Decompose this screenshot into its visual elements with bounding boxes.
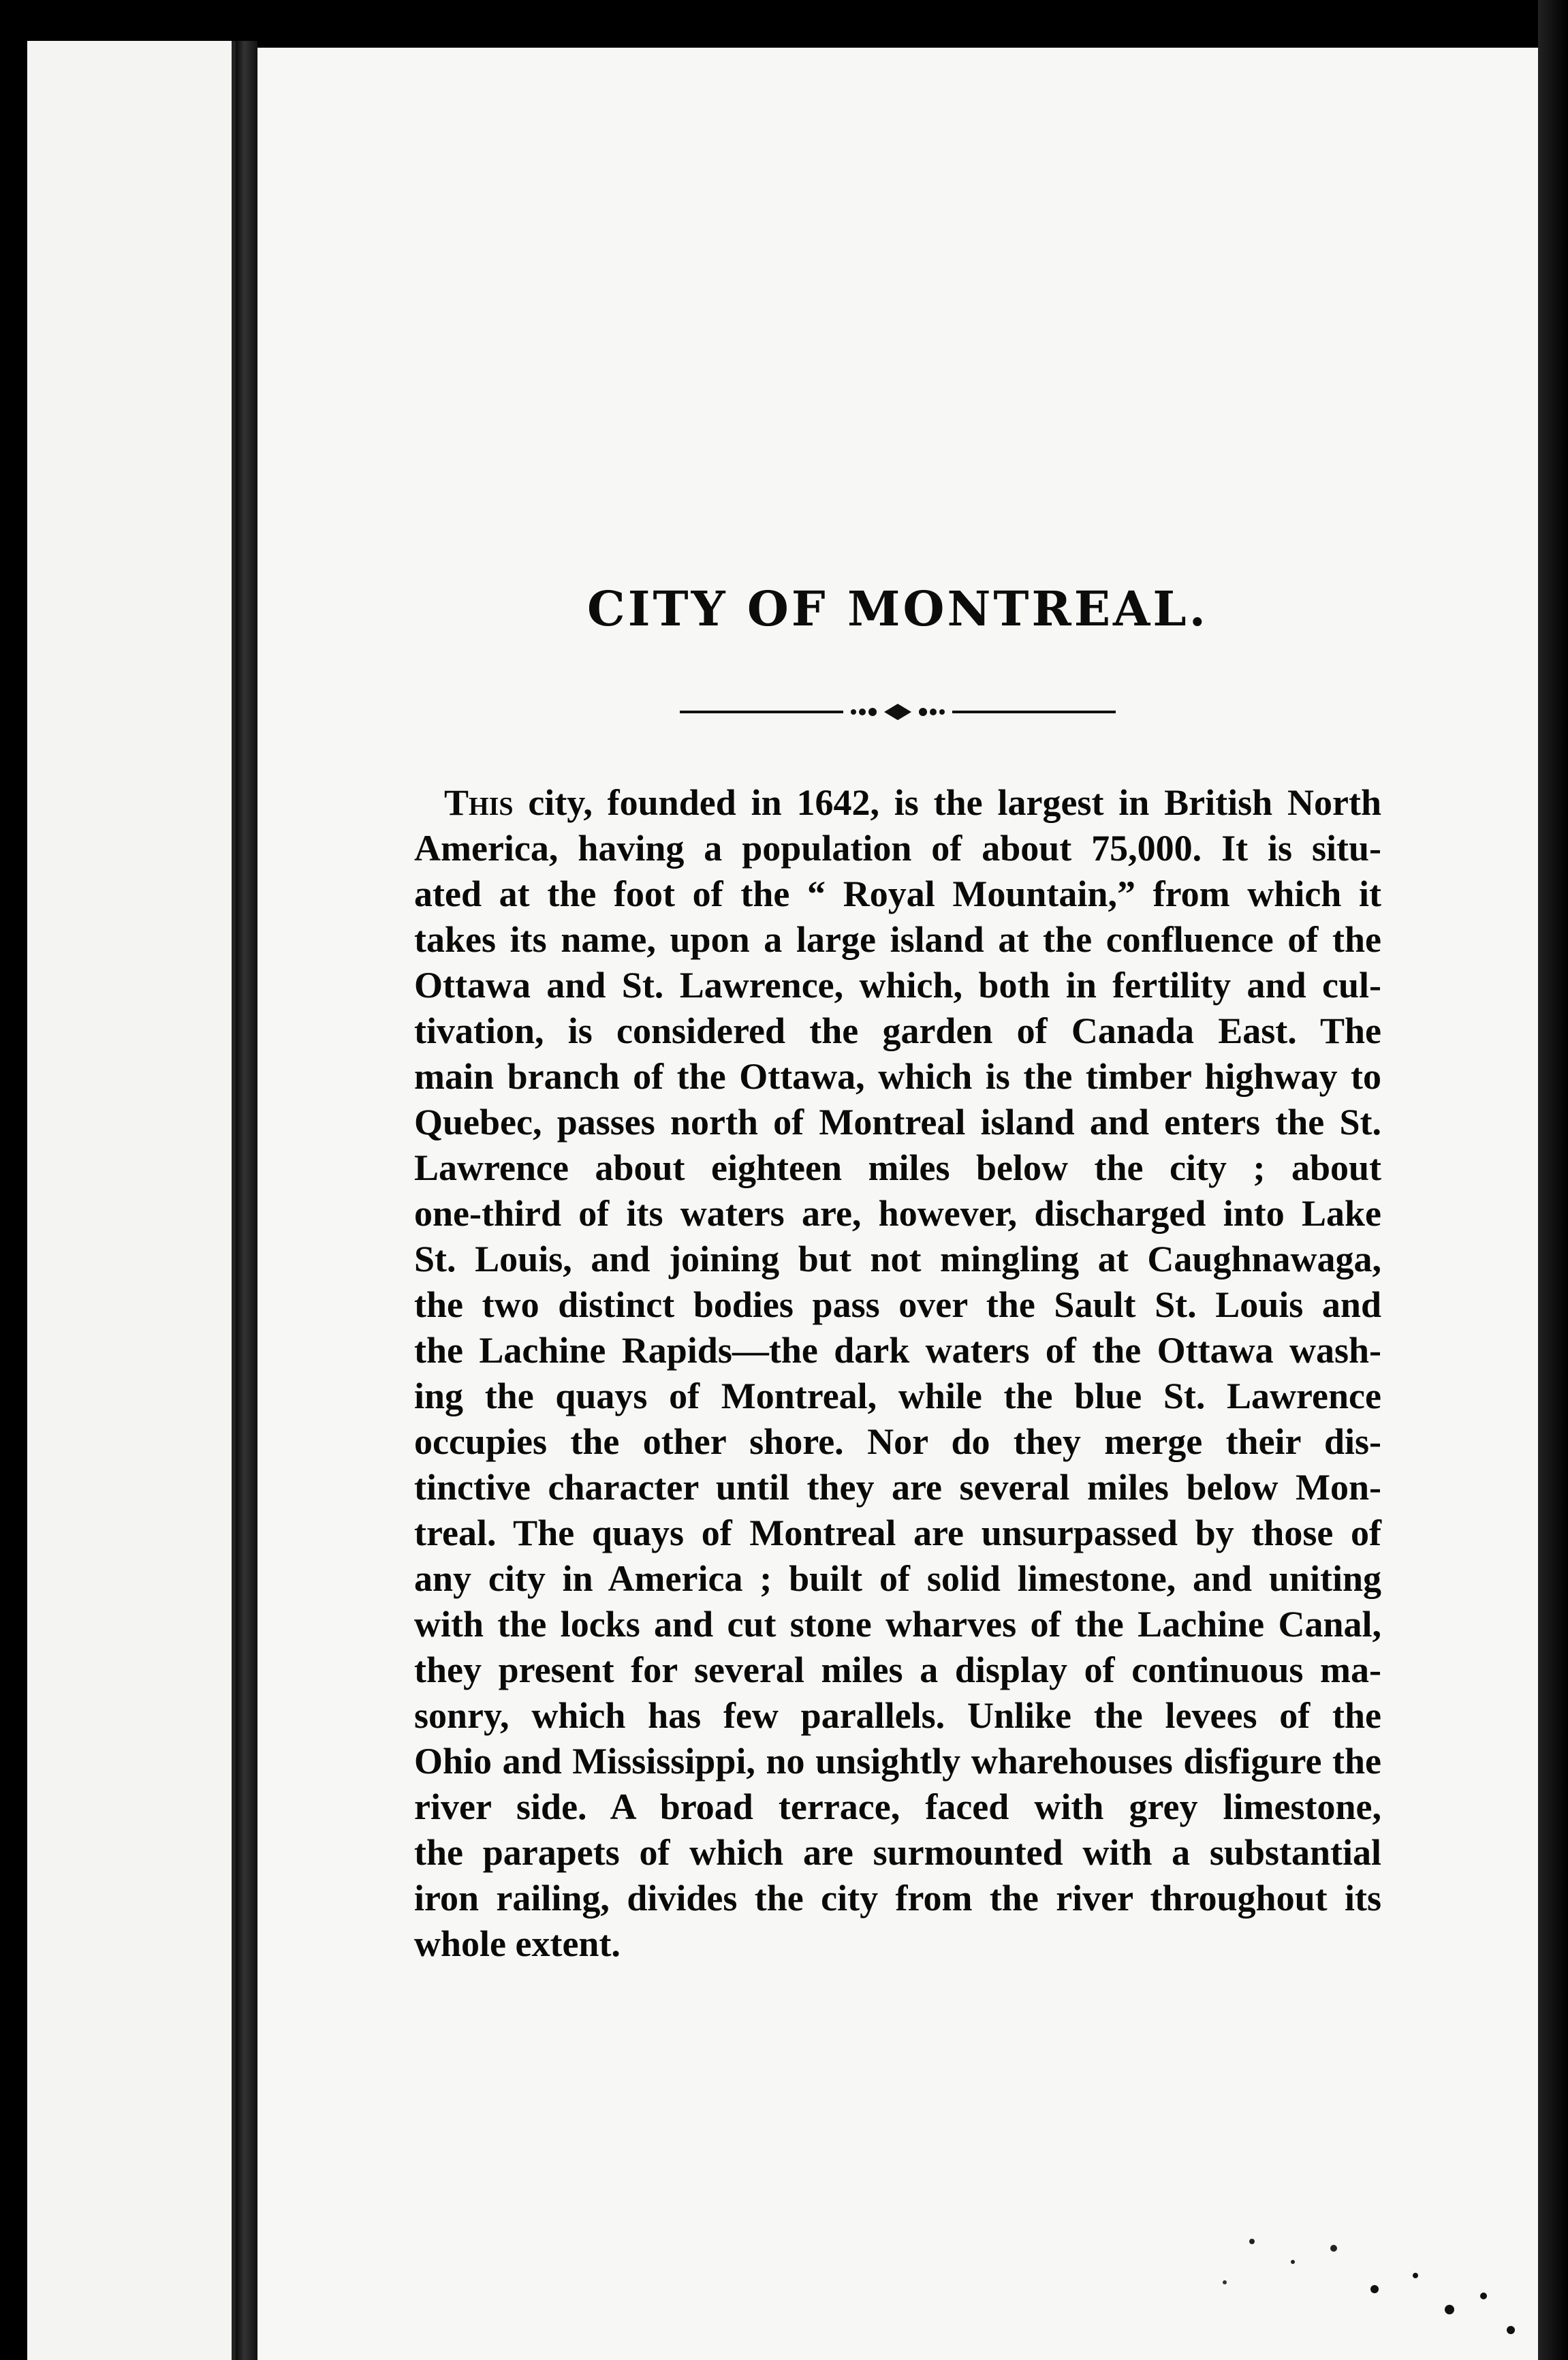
text-line: main branch of the Ottawa, which is the timber highway to [414, 1056, 1381, 1097]
scan-left-border [0, 0, 27, 2360]
text-line [414, 780, 1381, 826]
text-line: the Lachine Rapids—the dark waters of the Ottawa wash- [414, 1330, 1381, 1371]
book-page [257, 48, 1538, 2360]
text-line: Quebec, passes north of Montreal island and enters the St. [414, 1102, 1381, 1143]
text-line: tinctive character until they are several miles below Mon- [414, 1467, 1381, 1508]
text-line: Ottawa and St. Lawrence, which, both in fertility and cul- [414, 965, 1381, 1006]
page-title: CITY OF MONTREAL. [587, 580, 1208, 637]
text-line: ated at the foot of the “ Royal Mountain,” from which it [414, 873, 1381, 914]
text-line: occupies the other shore. Nor do they merge their dis- [414, 1421, 1381, 1462]
text-line: Lawrence about eighteen miles below the city ; about [414, 1147, 1381, 1188]
text-line: ing the quays of Montreal, while the blue St. Lawrence [414, 1376, 1381, 1416]
text-line: takes its name, upon a large island at the confluence of the [414, 919, 1381, 960]
scan-speckles [1211, 2214, 1538, 2350]
text-line: whole extent. [414, 1923, 621, 1964]
text-line: sonry, which has few parallels. Unlike the levees of the [414, 1695, 1381, 1736]
book-gutter [236, 41, 257, 2360]
title-ornament [680, 698, 1116, 726]
text-line-rest: city, founded in 1642, is the largest in British North [513, 782, 1381, 823]
text-line: river side. A broad terrace, faced with grey limestone, [414, 1786, 1381, 1827]
text-line: iron railing, divides the city from the river throughout its [414, 1878, 1381, 1919]
drop-word: This [444, 782, 514, 823]
text-line: treal. The quays of Montreal are unsurpassed by those of [414, 1512, 1381, 1553]
text-line: with the locks and cut stone wharves of the Lachine Canal, [414, 1604, 1381, 1645]
text-line: America, having a population of about 75,000. It is situ- [414, 828, 1381, 869]
text-line: they present for several miles a display of continuous ma- [414, 1649, 1381, 1690]
body-paragraph [414, 780, 1381, 1967]
text-line: the parapets of which are surmounted with a substantial [414, 1832, 1381, 1873]
text-line: the two distinct bodies pass over the Sault St. Louis and [414, 1284, 1381, 1325]
facing-page [27, 41, 236, 2360]
text-line: St. Louis, and joining but not mingling at Caughnawaga, [414, 1239, 1381, 1279]
text-line: any city in America ; built of solid limestone, and uniting [414, 1558, 1381, 1599]
scan-right-border [1538, 0, 1568, 2360]
text-line: one-third of its waters are, however, discharged into Lake [414, 1193, 1381, 1234]
text-line: tivation, is considered the garden of Canada East. The [414, 1010, 1381, 1051]
text-line: Ohio and Mississippi, no unsightly wharehouses disfigure the [414, 1741, 1381, 1782]
